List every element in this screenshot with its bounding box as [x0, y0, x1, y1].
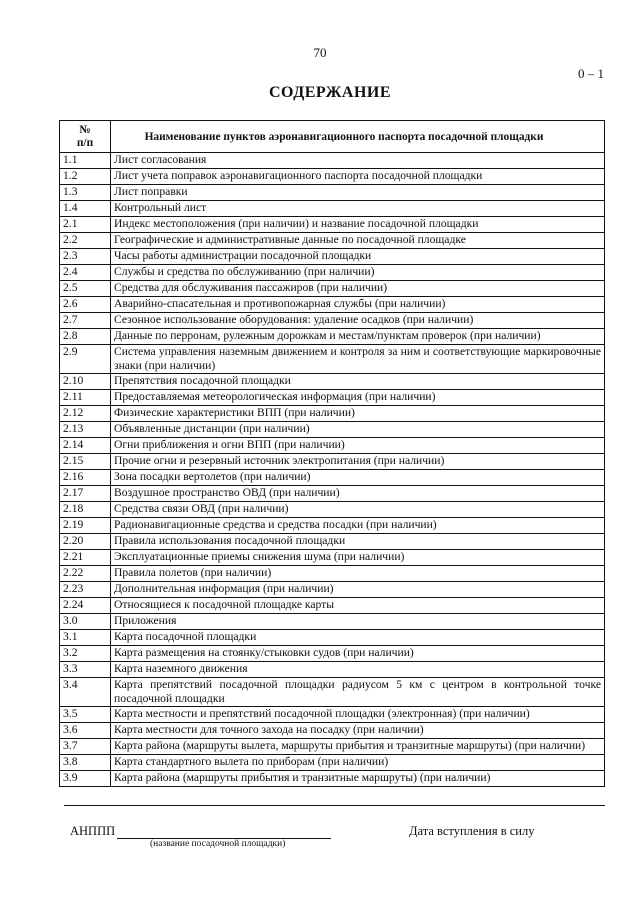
footer-caption: (название посадочной площадки) [150, 839, 286, 849]
row-number: 2.10 [60, 374, 111, 390]
header-number-label: № п/п [76, 123, 94, 149]
row-number: 1.1 [60, 153, 111, 169]
row-number: 2.12 [60, 406, 111, 422]
contents-body [60, 153, 605, 787]
table-row [60, 739, 605, 755]
table-row [60, 281, 605, 297]
table-row [60, 534, 605, 550]
row-title: Радионавигационные средства и средства посадки (при наличии) [111, 518, 605, 534]
row-title: Правила использования посадочной площадки [111, 534, 605, 550]
row-number: 3.0 [60, 614, 111, 630]
table-row [60, 707, 605, 723]
row-title: Карта местности для точного захода на посадку (при наличии) [111, 723, 605, 739]
header-name-label: Наименование пунктов аэронавигационного паспорта посадочной площадки [144, 130, 544, 143]
table-row [60, 518, 605, 534]
row-title: Карта местности и препятствий посадочной площадки (электронная) (при наличии) [111, 707, 605, 723]
table-row [60, 630, 605, 646]
row-number: 3.9 [60, 771, 111, 787]
row-title: Препятствия посадочной площадки [111, 374, 605, 390]
row-title: Средства связи ОВД (при наличии) [111, 502, 605, 518]
row-title: Огни приближения и огни ВПП (при наличии) [111, 438, 605, 454]
row-title: Данные по перронам, рулежным дорожкам и местам/пунктам проверок (при наличии) [111, 329, 605, 345]
row-number: 2.15 [60, 454, 111, 470]
row-number: 2.5 [60, 281, 111, 297]
row-number: 1.2 [60, 169, 111, 185]
footer-right-label: Дата вступления в силу [409, 824, 535, 838]
table-row [60, 662, 605, 678]
table-row [60, 265, 605, 281]
table-row [60, 185, 605, 201]
table-row [60, 678, 605, 707]
table-row [60, 345, 605, 374]
table-row [60, 550, 605, 566]
table-row [60, 422, 605, 438]
table-row [60, 153, 605, 169]
page-number: 70 [313, 45, 327, 60]
table-row [60, 406, 605, 422]
table-row [60, 249, 605, 265]
table-row [60, 598, 605, 614]
row-title: Карта района (маршруты вылета, маршруты прибытия и транзитные маршруты) (при наличии) [111, 739, 605, 755]
row-number: 3.3 [60, 662, 111, 678]
header-number [60, 121, 111, 153]
row-title: Система управления наземным движением и контроля за ним и соответствующие маркировочные знаки (при наличии) [111, 345, 605, 374]
row-title: Лист согласования [111, 153, 605, 169]
row-title: Часы работы администрации посадочной площадки [111, 249, 605, 265]
table-row [60, 582, 605, 598]
row-title: Относящиеся к посадочной площадке карты [111, 598, 605, 614]
table-row [60, 646, 605, 662]
table-row [60, 313, 605, 329]
row-number: 2.24 [60, 598, 111, 614]
row-title: Карта наземного движения [111, 662, 605, 678]
table-row [60, 438, 605, 454]
footer-left-label: АНППП [70, 824, 116, 838]
row-number: 2.17 [60, 486, 111, 502]
table-row [60, 771, 605, 787]
table-row [60, 233, 605, 249]
row-number: 2.1 [60, 217, 111, 233]
row-title: Службы и средства по обслуживанию (при наличии) [111, 265, 605, 281]
row-number: 2.6 [60, 297, 111, 313]
table-row [60, 454, 605, 470]
table-row [60, 566, 605, 582]
contents-table [59, 120, 605, 787]
row-title: Карта района (маршруты прибытия и транзитные маршруты) (при наличии) [111, 771, 605, 787]
row-title: Зона посадки вертолетов (при наличии) [111, 470, 605, 486]
row-number: 2.13 [60, 422, 111, 438]
row-number: 2.23 [60, 582, 111, 598]
row-title: Аварийно-спасательная и противопожарная службы (при наличии) [111, 297, 605, 313]
row-number: 3.5 [60, 707, 111, 723]
row-title: Лист учета поправок аэронавигационного паспорта посадочной площадки [111, 169, 605, 185]
row-title: Дополнительная информация (при наличии) [111, 582, 605, 598]
row-number: 2.16 [60, 470, 111, 486]
table-row [60, 217, 605, 233]
row-title: Карта размещения на стоянку/стыковки судов (при наличии) [111, 646, 605, 662]
table-row [60, 201, 605, 217]
row-number: 2.19 [60, 518, 111, 534]
table-row [60, 723, 605, 739]
row-title: Карта препятствий посадочной площадки радиусом 5 км с центром в контрольной точке посадочной площадки [111, 678, 605, 707]
row-title: Физические характеристики ВПП (при наличии) [111, 406, 605, 422]
table-row [60, 486, 605, 502]
table-row [60, 390, 605, 406]
table-row [60, 502, 605, 518]
row-title: Правила полетов (при наличии) [111, 566, 605, 582]
row-number: 2.11 [60, 390, 111, 406]
document-title: СОДЕРЖАНИЕ [268, 84, 392, 101]
row-number: 2.9 [60, 345, 111, 374]
row-title: Сезонное использование оборудования: удаление осадков (при наличии) [111, 313, 605, 329]
row-title: Эксплуатационные приемы снижения шума (при наличии) [111, 550, 605, 566]
row-title: Лист поправки [111, 185, 605, 201]
row-number: 3.8 [60, 755, 111, 771]
row-number: 1.4 [60, 201, 111, 217]
header-name [111, 121, 605, 153]
row-number: 3.4 [60, 678, 111, 707]
row-number: 3.1 [60, 630, 111, 646]
row-title: Средства для обслуживания пассажиров (при наличии) [111, 281, 605, 297]
row-number: 3.6 [60, 723, 111, 739]
row-number: 2.21 [60, 550, 111, 566]
row-number: 2.3 [60, 249, 111, 265]
table-row [60, 374, 605, 390]
row-number: 2.20 [60, 534, 111, 550]
table-row [60, 297, 605, 313]
row-title: Карта посадочной площадки [111, 630, 605, 646]
table-row [60, 755, 605, 771]
row-number: 2.2 [60, 233, 111, 249]
row-number: 2.14 [60, 438, 111, 454]
row-title: Карта стандартного вылета по приборам (при наличии) [111, 755, 605, 771]
table-header-row [60, 121, 605, 153]
row-title: Контрольный лист [111, 201, 605, 217]
table-row [60, 329, 605, 345]
row-title: Объявленные дистанции (при наличии) [111, 422, 605, 438]
row-title: Предоставляемая метеорологическая информация (при наличии) [111, 390, 605, 406]
footer-separator [64, 805, 605, 806]
row-number: 2.4 [60, 265, 111, 281]
row-number: 2.8 [60, 329, 111, 345]
row-number: 2.22 [60, 566, 111, 582]
row-title: Географические и административные данные по посадочной площадке [111, 233, 605, 249]
table-row [60, 169, 605, 185]
row-number: 3.7 [60, 739, 111, 755]
row-number: 2.7 [60, 313, 111, 329]
row-title: Воздушное пространство ОВД (при наличии) [111, 486, 605, 502]
row-title: Прочие огни и резервный источник электропитания (при наличии) [111, 454, 605, 470]
row-title: Индекс местоположения (при наличии) и название посадочной площадки [111, 217, 605, 233]
row-number: 2.18 [60, 502, 111, 518]
row-title: Приложения [111, 614, 605, 630]
table-row [60, 614, 605, 630]
row-number: 3.2 [60, 646, 111, 662]
table-row [60, 470, 605, 486]
page-code: 0 – 1 [578, 66, 604, 81]
row-number: 1.3 [60, 185, 111, 201]
